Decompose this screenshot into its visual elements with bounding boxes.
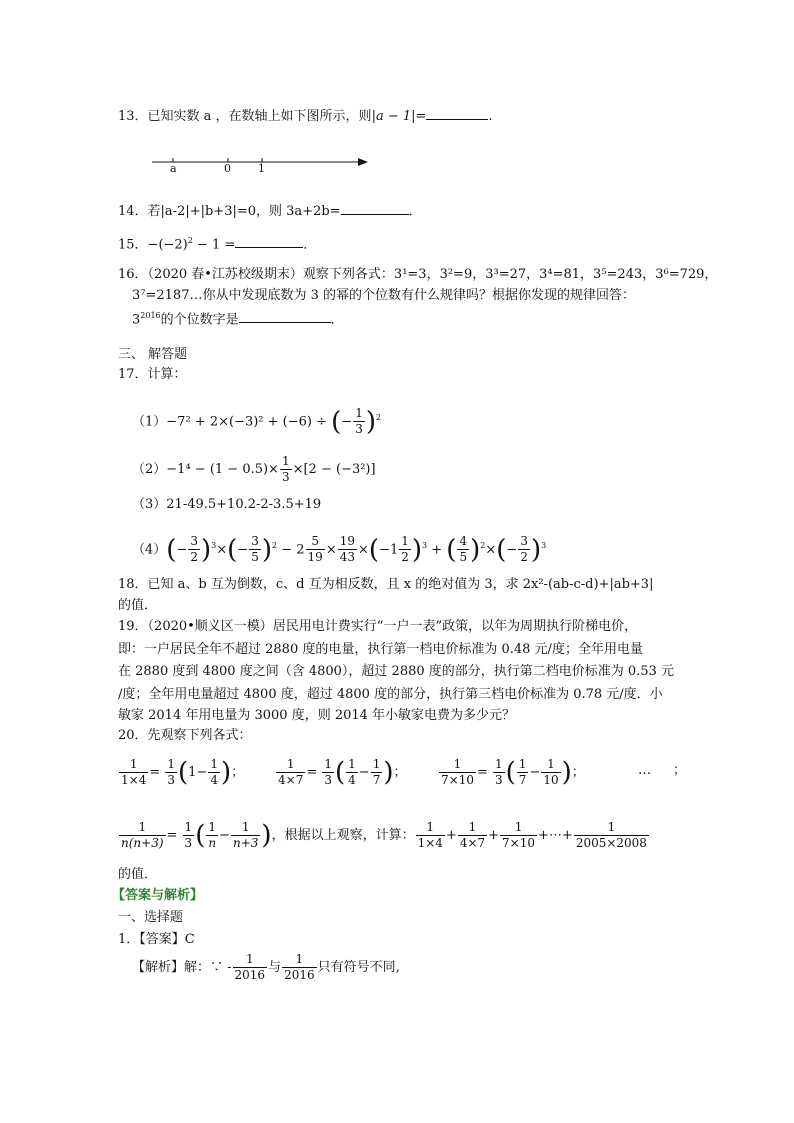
q16-line2: 3⁷=2187…你从中发现底数为 3 的幂的个位数有什么规律吗？根据你发现的规律回答：: [132, 288, 635, 303]
q19-line5: 敏家 2014 年用电量为 3000 度，则 2014 年小敏家电费为多少元？: [118, 708, 516, 723]
q20-ellipsis: … ；: [638, 763, 687, 778]
q17-part3: （3）21-49.5+10.2-2-3.5+19: [132, 497, 322, 512]
q20-general: $\frac{1}{n(n+3)}$ = $\frac{1}{3}$ ( $\frac{1}{n}$ − $\frac{1}{n+3}$ )，根据以上观察，计算： $\frac{1}{1\times 4}$ + $\frac{1}{4\times 7}$ + $\frac{1}{7\times 10}$ +⋯+ $\frac{1}{2005\times 2008}$: [121, 820, 647, 851]
nl-label-a: a: [170, 162, 177, 175]
q16-blank: [239, 311, 331, 323]
q17-title: 17．计算：: [118, 367, 187, 382]
q17-part4: （4）(− $\frac{3}{2}$ )$^3$×(− $\frac{3}{5}$ )$^2$ − 2 $\frac{5}{19}$ × $\frac{19}{43}$ ×(−1 $\frac{1}{2}$ )$^3$ + ( $\frac{4}{5}$ )$^2$×(− $\frac{3}{2}$ )$^3$: [132, 534, 547, 565]
fraction: $\frac{1}{3}$: [355, 406, 363, 437]
nl-label-1: 1: [258, 162, 265, 175]
answer-1: 1．【答案】C: [118, 932, 195, 947]
q18-line1: 18．已知 a、b 互为倒数，c、d 互为相反数，且 x 的绝对值为 3，求 2x²-(ab-c-d)+|ab+3|: [118, 577, 654, 592]
q19-line2: 即：一户居民全年不超过 2880 度的电量，执行第一档电价标准为 0.48 元/度；全年用电量: [118, 642, 643, 657]
q18-line2: 的值．: [118, 598, 158, 613]
nl-label-0: 0: [224, 162, 231, 175]
q15-blank: [235, 236, 303, 248]
q13: 13．已知实数 a ，在数轴上如下图所示，则|a − 1|= .: [118, 109, 493, 124]
fraction: $\frac{1}{3}$: [281, 454, 290, 484]
answers-section1: 一、选择题: [118, 910, 184, 925]
answer-1-explanation: 【解析】解：∵ - $\frac{1}{2016}$ 与 $\frac{1}{2016}$ 只有符号不同,: [132, 952, 400, 982]
q14-blank: [341, 203, 409, 215]
q16-line1: 16．（2020 春•江苏校级期末）观察下列各式：3¹=3，3²=9，3³=27，3⁴=81，3⁵=243，3⁶=729，: [118, 267, 718, 282]
q14: 14．若|a-2|+|b+3|=0，则 3a+2b= ．: [118, 204, 422, 219]
q19-line1: 19．（2020•顺义区一模）居民用电计费实行“一户一表”政策，以年为周期执行阶梯电价，: [118, 619, 638, 634]
q20-end: 的值．: [118, 867, 158, 882]
q13-expr: |a − 1|=: [371, 109, 427, 124]
q17-part2: （2）−1⁴ − (1 − 0.5)× $\frac{1}{3}$ ×[2 − (−3²)]: [132, 454, 376, 484]
q19-line3: 在 2880 度到 4800 度之间（含 4800），超过 2880 度的部分，执行第二档电价标准为 0.53 元: [118, 664, 674, 679]
q20-example3: $\frac{1}{7\times 10}$ = $\frac{1}{3}$ ( $\frac{1}{7}$ − $\frac{1}{10}$ )；: [441, 757, 585, 788]
answers-header: 【答案与解析】: [112, 888, 204, 903]
q16-line3: $3^{2016}$的个位数字是 ．: [132, 311, 344, 328]
q15: 15．$-(-2)^2 - 1$ = ．: [118, 236, 317, 253]
q20-example2: $\frac{1}{4\times 7}$ = $\frac{1}{3}$ ( $\frac{1}{4}$ − $\frac{1}{7}$ )；: [278, 757, 407, 788]
q13-blank: [426, 108, 488, 120]
section-title: 三、 解答题: [118, 347, 188, 362]
q20-example1: $\frac{1}{1\times 4}$ = $\frac{1}{3}$ (1− $\frac{1}{4}$ )；: [121, 757, 245, 788]
q20-title: 20．先观察下列各式：: [118, 728, 252, 743]
q19-line4: /度；全年用电量超过 4800 度，超过 4800 度的部分，执行第三档电价标准为 0.78 元/度．小: [118, 687, 663, 702]
q17-part1: （1）−7² + 2×(−3)² + (−6) ÷ (− $\frac{1}{3}$ )$^2$: [132, 406, 382, 437]
